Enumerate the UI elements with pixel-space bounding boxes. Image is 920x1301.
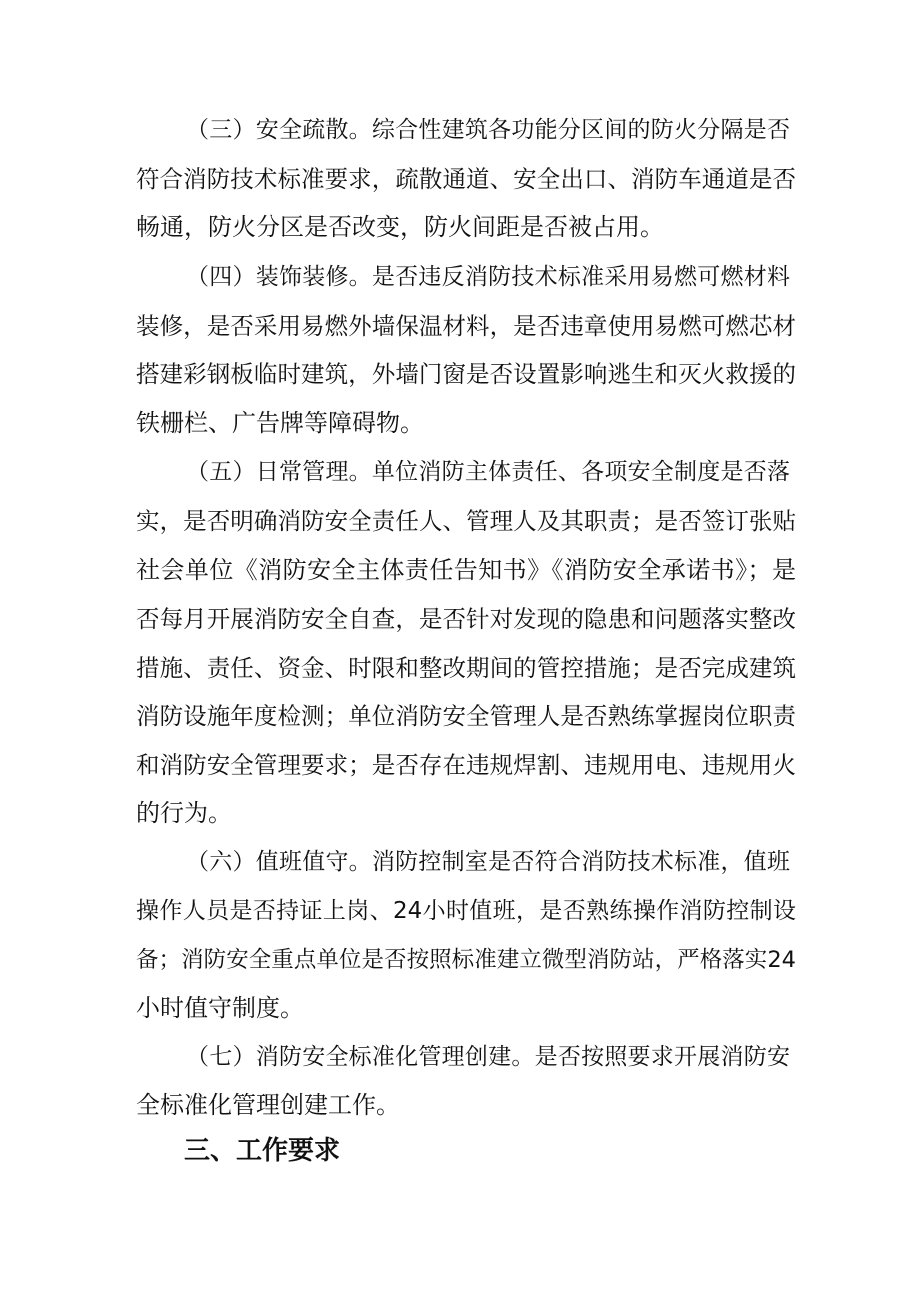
- paragraph-3-line-2: 符合消防技术标准要求，疏散通道、安全出口、消防车通道是否: [136, 165, 796, 193]
- paragraph-5-line-2: 实，是否明确消防安全责任人、管理人及其职责；是否签订张贴: [136, 507, 796, 535]
- paragraph-6-line-4: 小时值守制度。: [136, 994, 304, 1022]
- section-heading: 三、工作要求: [184, 1136, 341, 1166]
- paragraph-5-line-8: 的行为。: [136, 799, 232, 827]
- paragraph-5-line-6: 消防设施年度检测；单位消防安全管理人是否熟练掌握岗位职责: [136, 702, 796, 730]
- paragraph-6-line-3: 备；消防安全重点单位是否按照标准建立微型消防站，严格落实24: [136, 947, 796, 973]
- paragraph-4-line-4: 铁栅栏、广告牌等障碍物。: [136, 409, 424, 437]
- paragraph-4-line-1: （四）装饰装修。是否违反消防技术标准采用易燃可燃材料: [186, 264, 790, 290]
- paragraph-5-line-7: 和消防安全管理要求；是否存在违规焊割、违规用电、违规用火: [136, 751, 796, 779]
- paragraph-5-line-4: 否每月开展消防安全自查，是否针对发现的隐患和问题落实整改: [136, 605, 796, 633]
- paragraph-4-line-3: 搭建彩钢板临时建筑，外墙门窗是否设置影响逃生和灭火救援的: [136, 360, 796, 388]
- paragraph-5-line-1: （五）日常管理。单位消防主体责任、各项安全制度是否落: [186, 459, 790, 485]
- paragraph-6-line-2: 操作人员是否持证上岗、24小时值班，是否熟练操作消防控制设: [136, 898, 796, 924]
- paragraph-5-line-3: 社会单位《消防安全主体责任告知书》《消防安全承诺书》；是: [136, 556, 796, 584]
- paragraph-5-line-5: 措施、责任、资金、时限和整改期间的管控措施；是否完成建筑: [136, 654, 796, 682]
- paragraph-7-line-2: 全标准化管理创建工作。: [136, 1091, 400, 1119]
- paragraph-7-line-1: （七）消防安全标准化管理创建。是否按照要求开展消防安: [186, 1044, 790, 1070]
- paragraph-4-line-2: 装修，是否采用易燃外墙保温材料，是否违章使用易燃可燃芯材: [136, 312, 796, 340]
- paragraph-6-line-1: （六）值班值守。消防控制室是否符合消防技术标准，值班: [186, 849, 790, 875]
- paragraph-3-line-1: （三）安全疏散。综合性建筑各功能分区间的防火分隔是否: [186, 117, 790, 143]
- paragraph-3-line-3: 畅通，防火分区是否改变，防火间距是否被占用。: [136, 213, 664, 241]
